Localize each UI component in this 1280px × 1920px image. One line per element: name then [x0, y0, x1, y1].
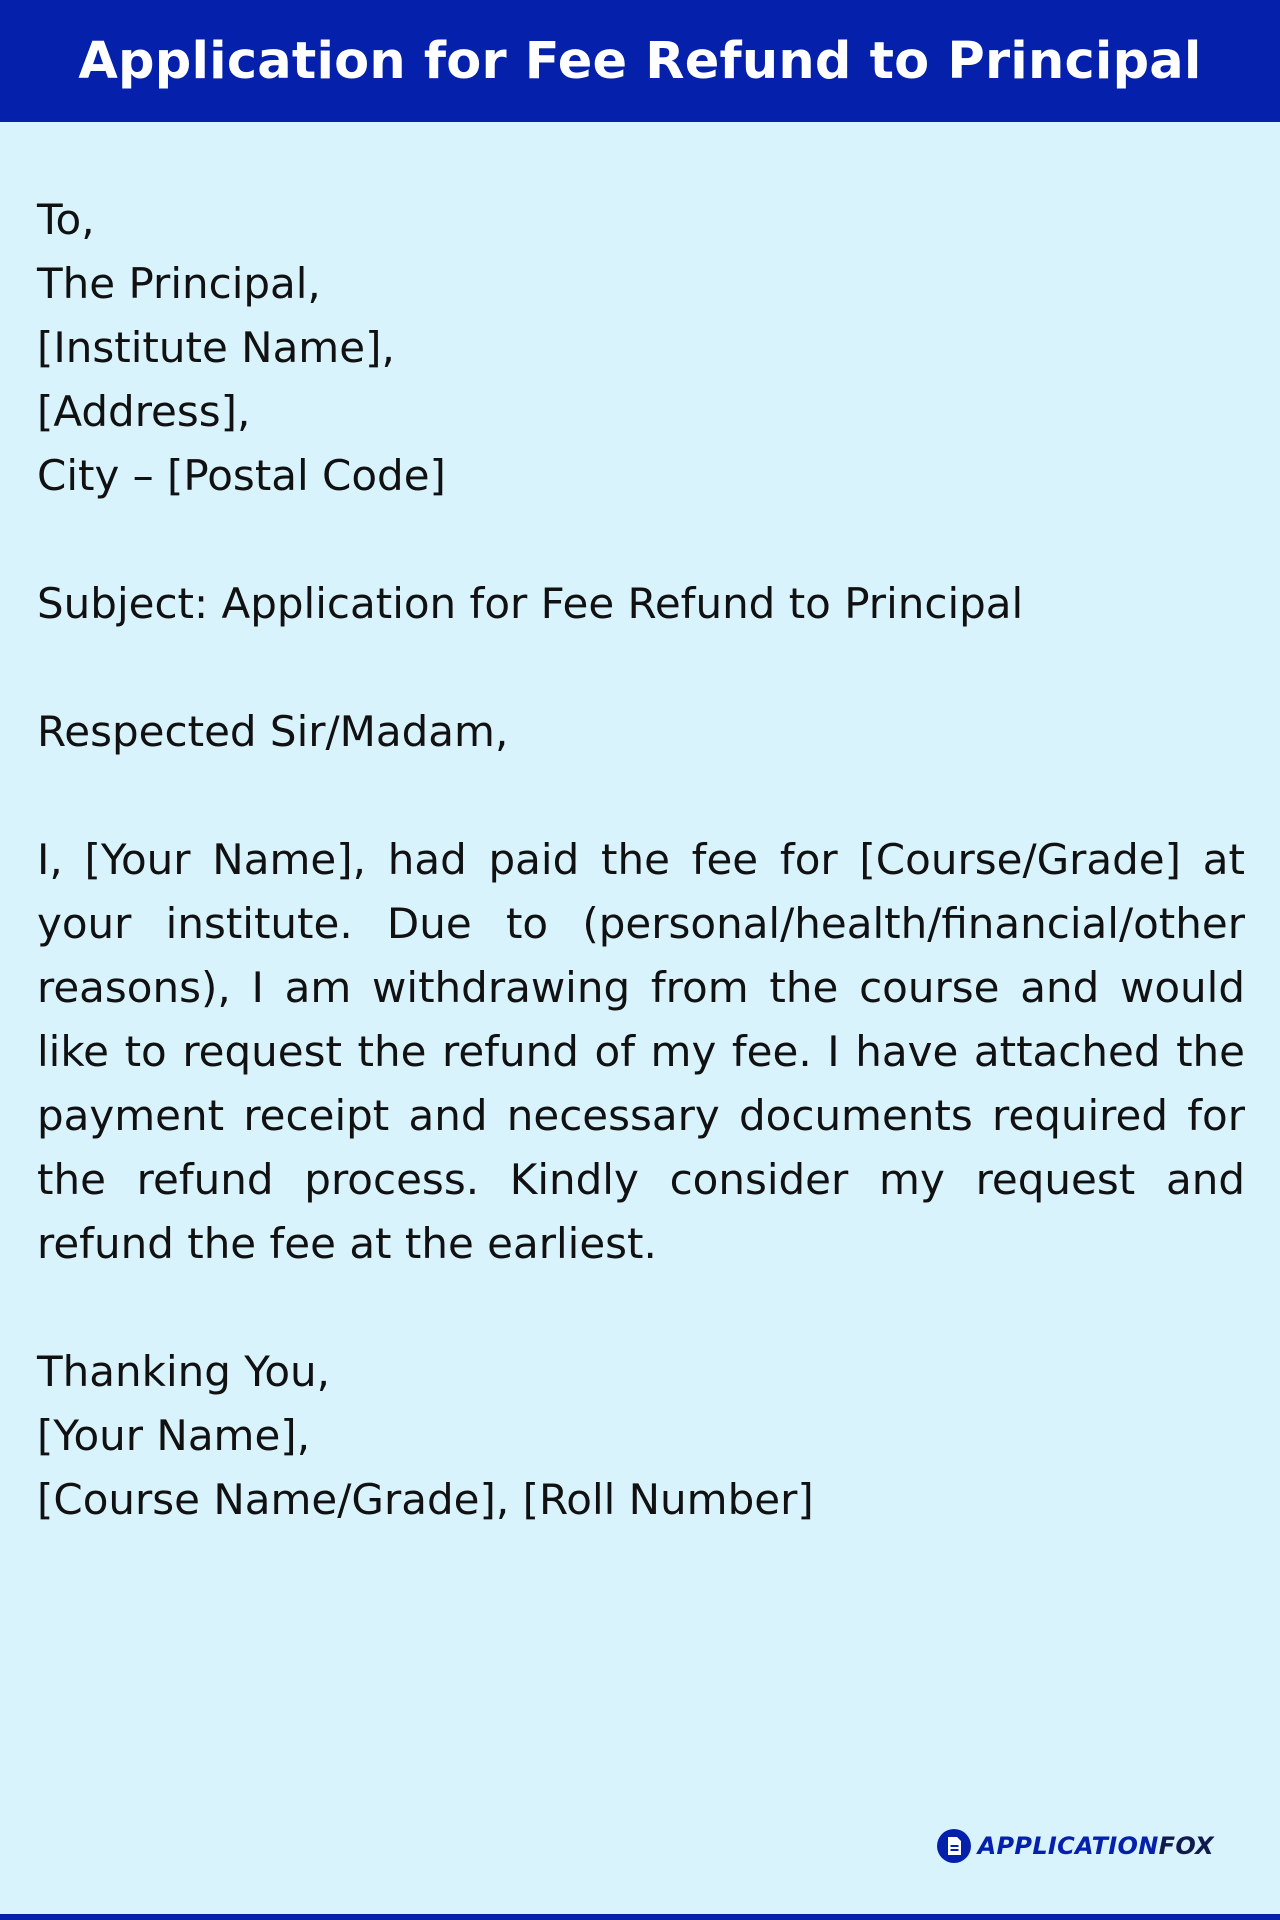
address-line: City – [Postal Code]	[37, 451, 446, 500]
applicationfox-logo	[936, 1828, 1214, 1864]
bottom-border	[0, 1914, 1280, 1920]
address-line: [Address],	[37, 387, 251, 436]
address-line: The Principal,	[37, 259, 321, 308]
document-icon	[936, 1828, 972, 1864]
letter-content	[37, 188, 1245, 1532]
closing-block	[37, 1340, 1245, 1532]
subject-line: Subject: Application for Fee Refund to Principal	[37, 579, 1024, 628]
page-title: Application for Fee Refund to Principal	[78, 31, 1202, 91]
closing-line: [Your Name],	[37, 1411, 311, 1460]
recipient-address	[37, 188, 1245, 508]
address-line: [Institute Name],	[37, 323, 395, 372]
page-header	[0, 0, 1280, 122]
salutation: Respected Sir/Madam,	[37, 707, 509, 756]
closing-line: Thanking You,	[37, 1347, 330, 1396]
address-line: To,	[37, 195, 95, 244]
closing-line: [Course Name/Grade], [Roll Number]	[37, 1475, 814, 1524]
logo-text: APPLICATIONFOX	[977, 1832, 1214, 1860]
letter-body: I, [Your Name], had paid the fee for [Course/Grade] at your institute. Due to (personal/health/financial/other reasons), I am withdrawing from the course and would like to request the refund of my fee. I have attached the payment receipt and necessary documents required for the refund process. Kindly consider my request and refund the fee at the earliest.	[37, 835, 1245, 1268]
